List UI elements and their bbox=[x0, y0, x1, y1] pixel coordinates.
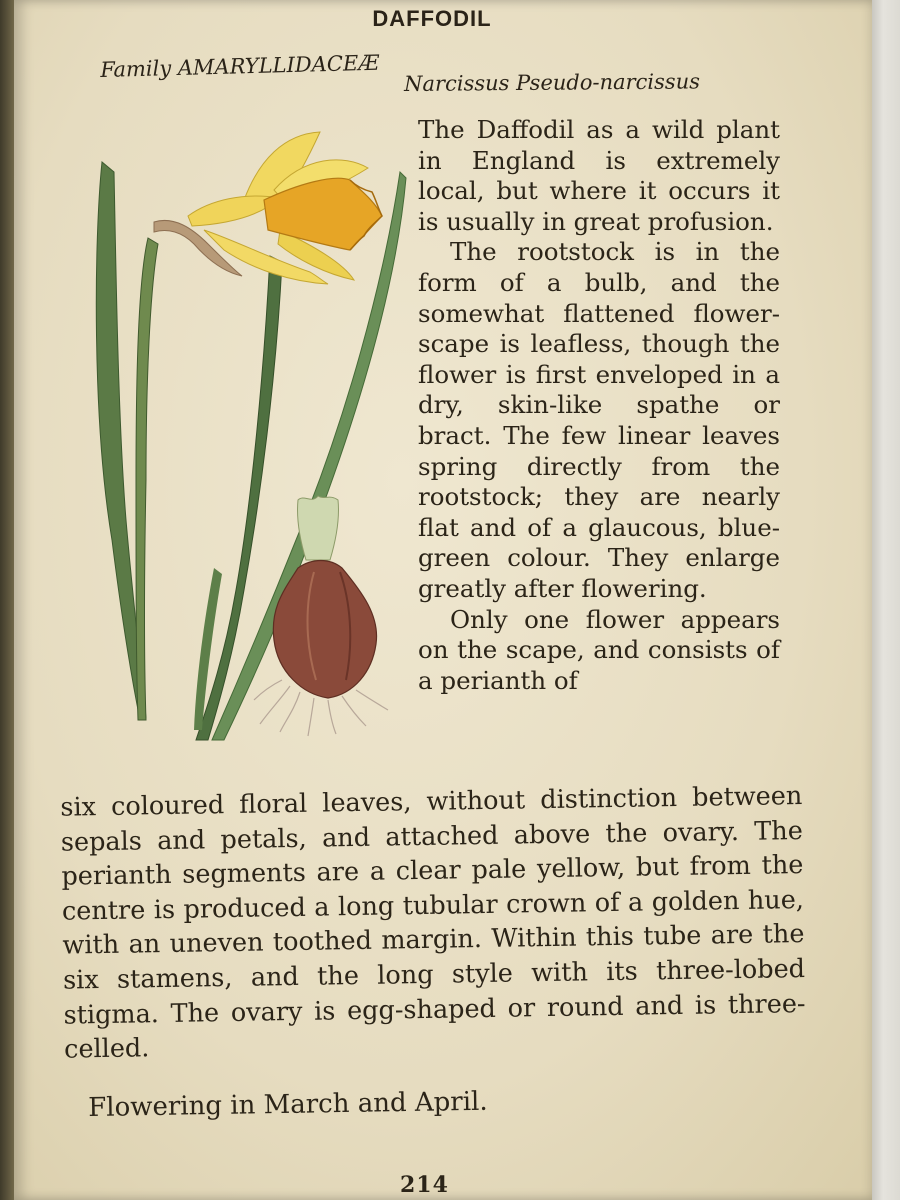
family-name: Family AMARYLLIDACEÆ bbox=[100, 50, 380, 82]
daffodil-illustration bbox=[84, 120, 414, 760]
book-page bbox=[14, 0, 876, 1200]
page-title: DAFFODIL bbox=[372, 6, 492, 31]
page-number: 214 bbox=[400, 1172, 449, 1198]
paragraph-1: The Daffodil as a wild plant in England is extremely local, but where it occurs it is usually in great profusion. bbox=[418, 115, 780, 236]
paragraph-2: The rootstock is in the form of a bulb, and the somewhat flattened flower-scape is leafless, though the flower is first enveloped in a dry, skin-like spathe or bract. The few linear leaves spring directly from the rootstock; they are nearly flat and of a glaucous, blue-green colour. They enlarge greatly after flowering. bbox=[418, 237, 780, 603]
body-text-narrow bbox=[418, 115, 780, 696]
flowering-note: Flowering in March and April. bbox=[88, 1086, 488, 1123]
middle-leaf bbox=[196, 256, 282, 740]
latin-name: Narcissus Pseudo-narcissus bbox=[404, 69, 701, 96]
bulb-sprout bbox=[297, 496, 338, 560]
body-text-wide bbox=[60, 779, 806, 1067]
facing-page-edge bbox=[872, 0, 900, 1200]
flower-stem bbox=[136, 238, 158, 720]
paragraph-3-start: Only one flower appears on the scape, and consists of a perianth of bbox=[418, 604, 780, 695]
paragraph-3-continued: six coloured floral leaves, without distinction between sepals and petals, and attached above the ovary. The perianth segments are a clear pale yellow, but from the centre is produced a long tubular crown of a golden hue, with an uneven toothed margin. Within this tube are the six stamens, and the long style with its three-lobed stigma. The ovary is egg-shaped or round and is three-celled. bbox=[60, 780, 806, 1065]
